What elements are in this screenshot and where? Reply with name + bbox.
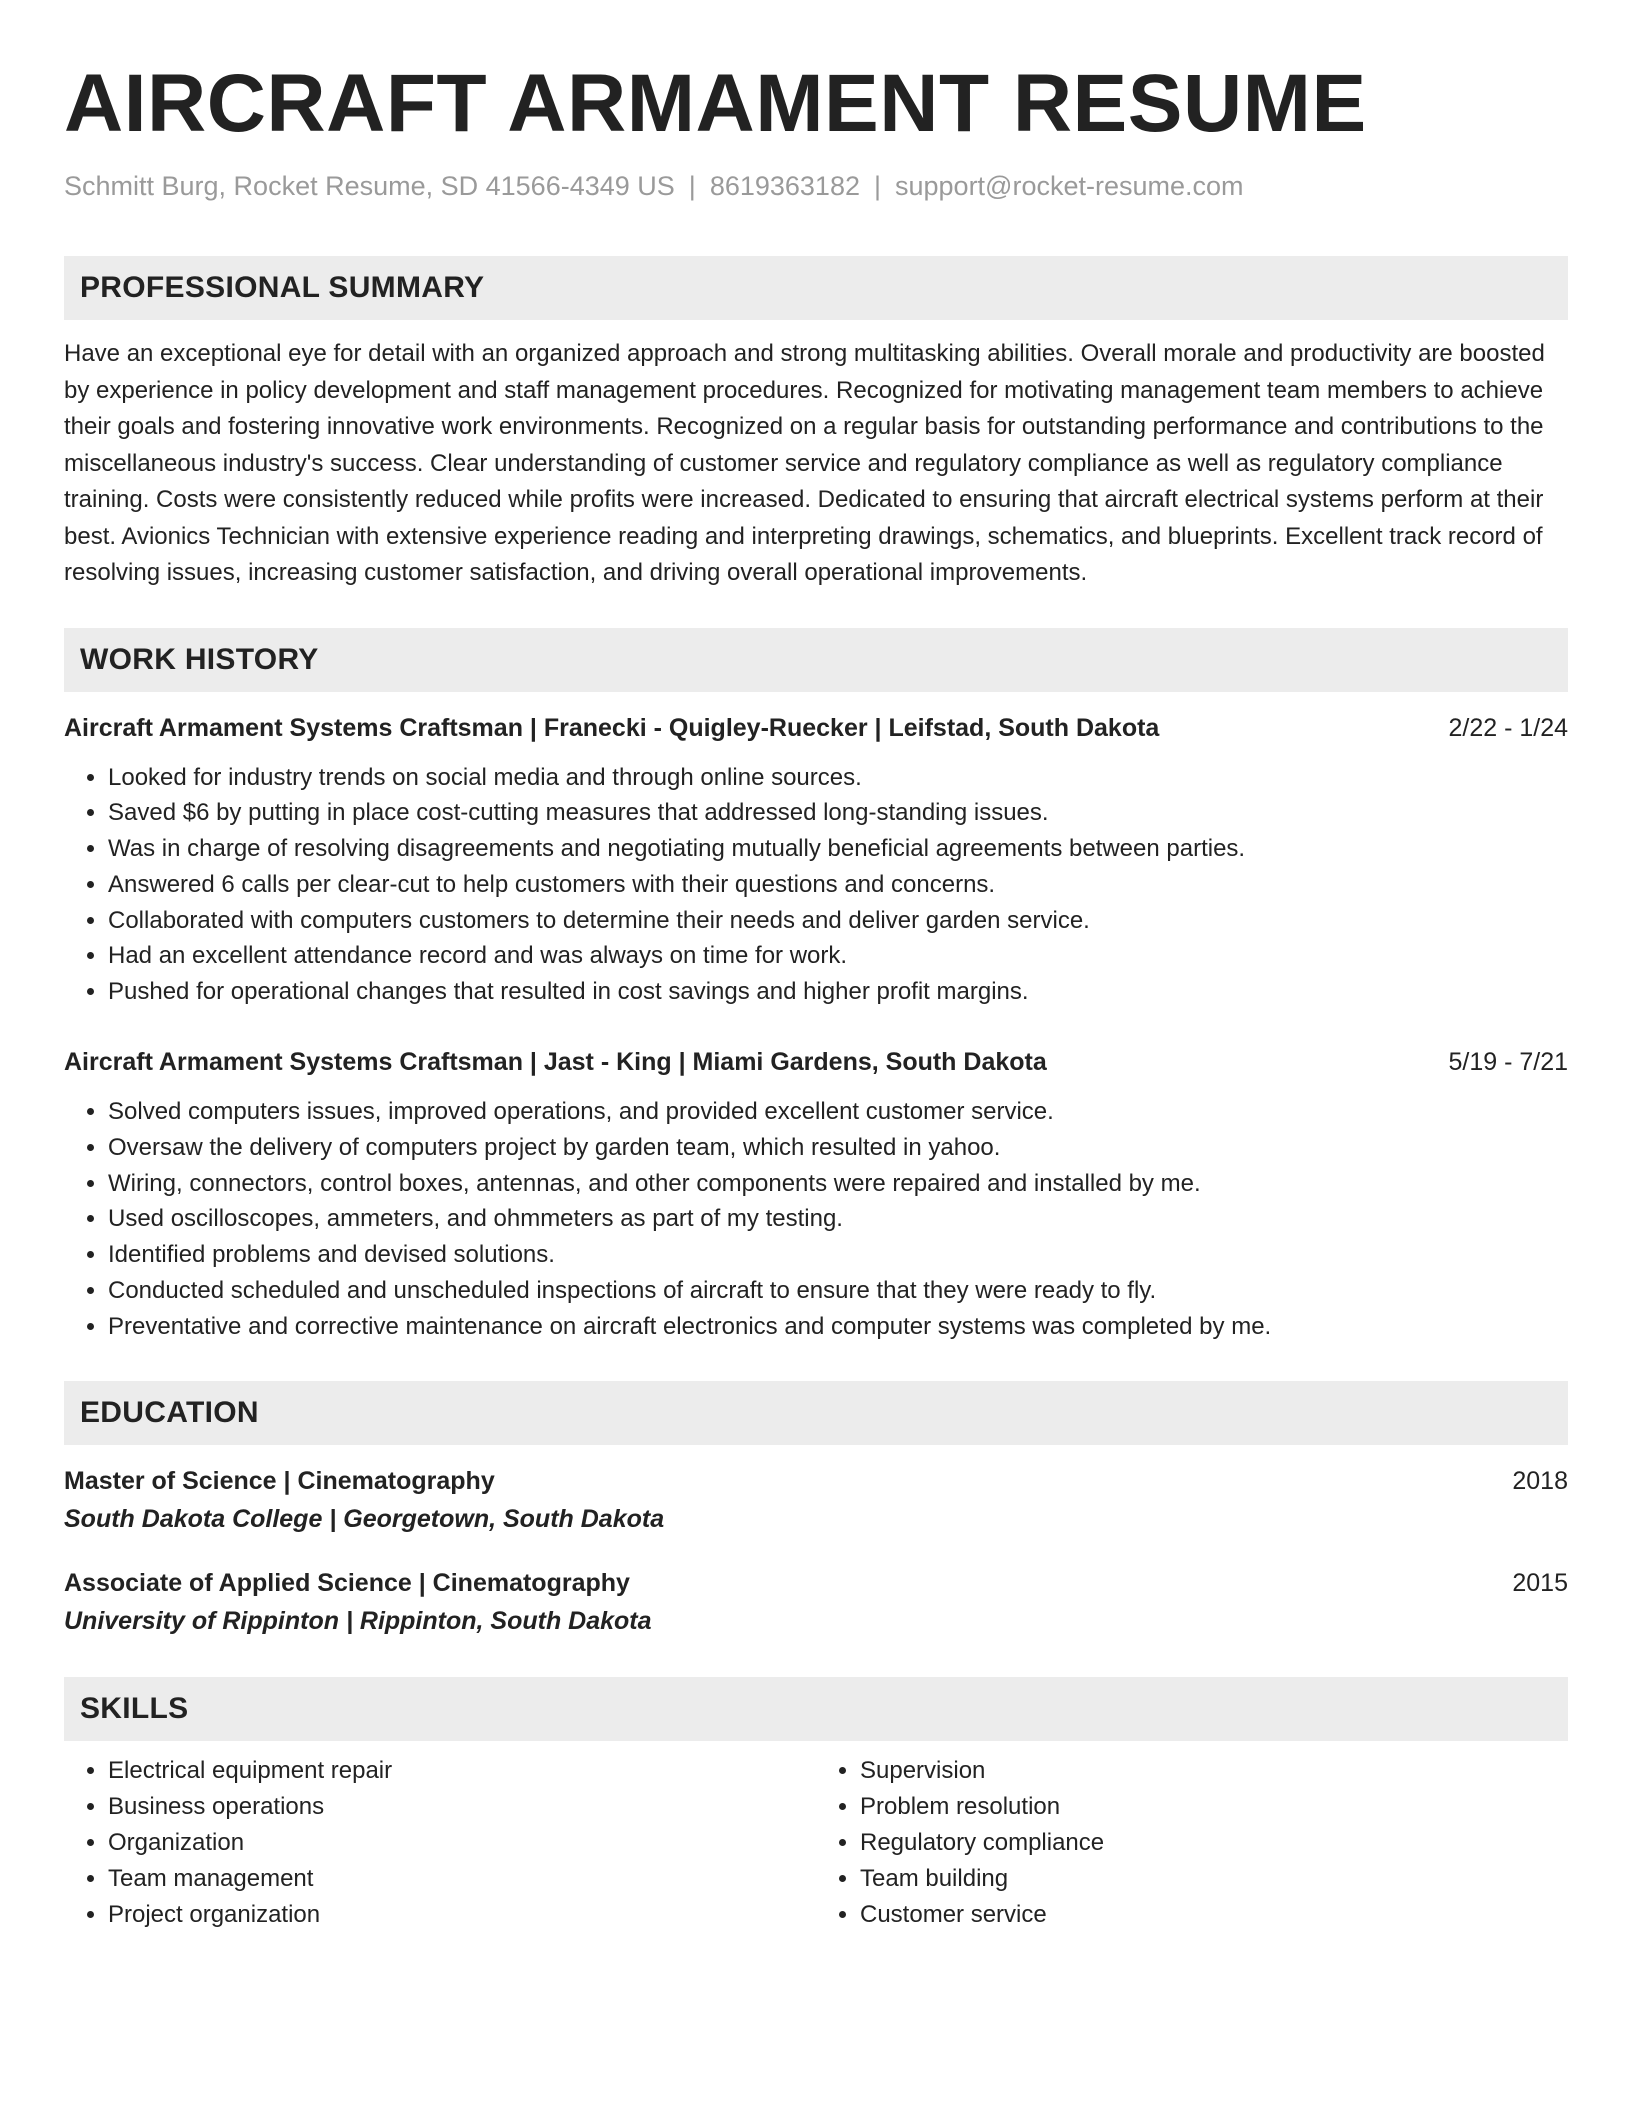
education-school: South Dakota College | Georgetown, South Dakota <box>64 1504 665 1533</box>
job-bullet: • Looked for industry trends on social media and through online sources. <box>108 760 1568 796</box>
job-bullets <box>64 1094 1568 1345</box>
skills-column-right <box>816 1753 1568 1933</box>
skill-item: • Organization <box>108 1825 816 1861</box>
job-bullet: • Conducted scheduled and unscheduled inspections of aircraft to ensure that they were ready to fly. <box>108 1273 1568 1309</box>
skill-item: • Business operations <box>108 1789 816 1825</box>
contact-phone: 8619363182 <box>709 171 860 201</box>
job-bullet: • Used oscilloscopes, ammeters, and ohmmeters as part of my testing. <box>108 1201 1568 1237</box>
job-bullet: • Pushed for operational changes that resulted in cost savings and higher profit margins. <box>108 974 1568 1010</box>
contact-email: support@rocket-resume.com <box>895 171 1244 201</box>
job-header <box>64 1044 1568 1080</box>
job-bullet: • Was in charge of resolving disagreements and negotiating mutually beneficial agreements between parties. <box>108 831 1568 867</box>
education-year: 2015 <box>1512 1568 1568 1597</box>
education-header <box>64 1565 1568 1601</box>
education-year: 2018 <box>1512 1466 1568 1495</box>
skill-item: • Team building <box>860 1861 1568 1897</box>
job-bullet: • Had an excellent attendance record and was always on time for work. <box>108 938 1568 974</box>
contact-separator: | <box>873 171 881 201</box>
education-degree: Master of Science | Cinematography <box>64 1466 495 1495</box>
education-entry <box>64 1565 1568 1641</box>
skill-item: • Regulatory compliance <box>860 1825 1568 1861</box>
skill-item: • Project organization <box>108 1897 816 1933</box>
job-title: Aircraft Armament Systems Craftsman | Franecki - Quigley-Ruecker | Leifstad, South Dakota <box>64 713 1160 742</box>
job-bullet: • Collaborated with computers customers to determine their needs and deliver garden service. <box>108 903 1568 939</box>
job-bullet: • Saved $6 by putting in place cost-cutting measures that addressed long-standing issues. <box>108 795 1568 831</box>
education-school: University of Rippinton | Rippinton, South Dakota <box>64 1606 652 1635</box>
skills-column-left <box>64 1753 816 1933</box>
job-title: Aircraft Armament Systems Craftsman | Jast - King | Miami Gardens, South Dakota <box>64 1048 1047 1077</box>
job-bullet: • Preventative and corrective maintenance on aircraft electronics and computer systems was completed by me. <box>108 1309 1568 1345</box>
skill-item: • Team management <box>108 1861 816 1897</box>
job-entry <box>64 1044 1568 1345</box>
job-bullet: • Wiring, connectors, control boxes, antennas, and other components were repaired and installed by me. <box>108 1166 1568 1202</box>
skills-heading: SKILLS <box>64 1677 1568 1741</box>
skill-item: • Electrical equipment repair <box>108 1753 816 1789</box>
job-bullets <box>64 760 1568 1011</box>
skill-item: • Supervision <box>860 1753 1568 1789</box>
education-degree: Associate of Applied Science | Cinematography <box>64 1568 630 1597</box>
job-dates: 2/22 - 1/24 <box>1448 713 1568 742</box>
work-history-heading: WORK HISTORY <box>64 628 1568 692</box>
job-header <box>64 710 1568 746</box>
job-bullet: • Identified problems and devised solutions. <box>108 1237 1568 1273</box>
job-entry <box>64 710 1568 1011</box>
contact-line <box>64 168 1568 204</box>
summary-heading: PROFESSIONAL SUMMARY <box>64 256 1568 320</box>
education-entry <box>64 1463 1568 1539</box>
contact-address: Schmitt Burg, Rocket Resume, SD 41566-4349 US <box>64 171 675 201</box>
skill-item: • Problem resolution <box>860 1789 1568 1825</box>
education-heading: EDUCATION <box>64 1381 1568 1445</box>
education-header <box>64 1463 1568 1499</box>
resume-title: AIRCRAFT ARMAMENT RESUME <box>64 58 1367 149</box>
summary-text: Have an exceptional eye for detail with an organized approach and strong multitasking abilities. Overall morale and productivity are boosted by experience in policy development and staff management procedures. Recognized for motivating management team members to achieve their goals and fostering innovative work environments. Recognized on a regular basis for outstanding performance and contributions to the miscellaneous industry's success. Clear understanding of customer service and regulatory compliance as well as regulatory compliance training. Costs were consistently reduced while profits were increased. Dedicated to ensuring that aircraft electrical systems perform at their best. Avionics Technician with extensive experience reading and interpreting drawings, schematics, and blueprints. Excellent track record of resolving issues, increasing customer satisfaction, and driving overall operational improvements. <box>64 340 1545 586</box>
contact-separator: | <box>688 171 696 201</box>
job-bullet: • Solved computers issues, improved operations, and provided excellent customer service. <box>108 1094 1568 1130</box>
skill-item: • Customer service <box>860 1897 1568 1933</box>
job-bullet: • Answered 6 calls per clear-cut to help customers with their questions and concerns. <box>108 867 1568 903</box>
job-dates: 5/19 - 7/21 <box>1448 1048 1568 1077</box>
skills-list <box>64 1753 1568 1933</box>
job-bullet: • Oversaw the delivery of computers project by garden team, which resulted in yahoo. <box>108 1130 1568 1166</box>
